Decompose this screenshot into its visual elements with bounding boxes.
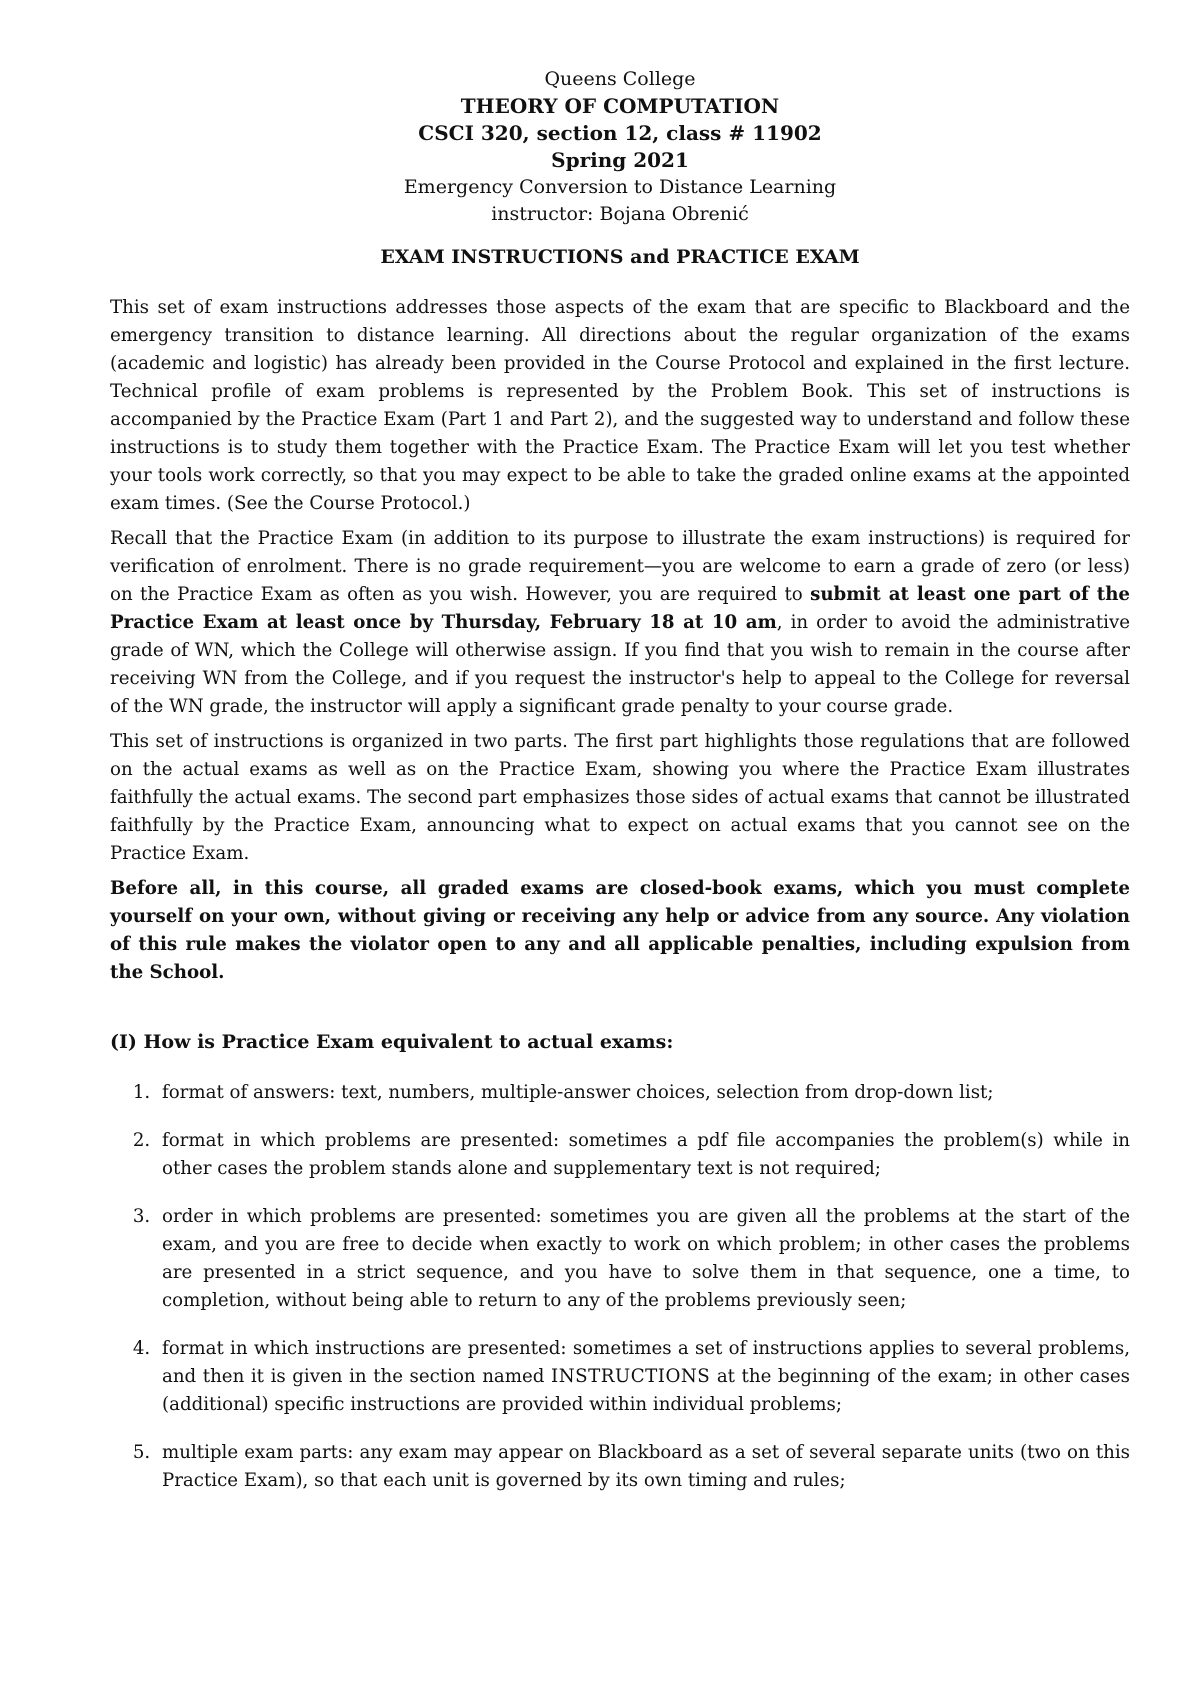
instructions-keyword: INSTRUCTIONS bbox=[551, 1366, 711, 1387]
document-title: EXAM INSTRUCTIONS and PRACTICE EXAM bbox=[380, 246, 860, 268]
document-header bbox=[110, 66, 1130, 228]
course-code: CSCI 320, section 12, class # 11902 bbox=[418, 121, 822, 145]
list-item: 1. format of answers: text, numbers, multiple-answer choices, selection from drop-down list; bbox=[156, 1079, 1130, 1107]
document-page bbox=[110, 66, 1130, 1515]
enrolment-text-start: Recall that the Practice Exam (in addition to its purpose to illustrate the exam instructions) is required for verification of enrolment. There is no grade requirement—you are welcome to earn a grade of zero (or less) on the Practice Exam as often as you wish. However, you are required to bbox=[110, 528, 1130, 605]
list-item bbox=[156, 1335, 1130, 1419]
list-item-text-start: format in which instructions are presented: sometimes a set of instructions applies to several problems, and then it is given in the section named bbox=[162, 1338, 1130, 1387]
term: Spring 2021 bbox=[551, 148, 689, 172]
list-item-text-end: at the beginning of the exam; in other cases (additional) specific instructions are provided within individual problems; bbox=[162, 1366, 1130, 1415]
enrolment-text-end: , in order to avoid the administrative grade of WN, which the College will otherwise assign. If you find that you wish to remain in the course after receiving WN from the College, and if you request the instructor's help to appeal to the College for reversal of the WN grade, the instructor will apply a significant grade penalty to your course grade. bbox=[110, 612, 1130, 717]
section-heading: (I) How is Practice Exam equivalent to actual exams: bbox=[110, 1031, 674, 1053]
list-item: 2. format in which problems are presented: sometimes a pdf file accompanies the problem(s) while in other cases the problem stands alone and supplementary text is not required; bbox=[156, 1127, 1130, 1183]
college-name: Queens College bbox=[544, 68, 696, 90]
enrolment-paragraph bbox=[110, 525, 1130, 721]
organization-paragraph: This set of instructions is organized in two parts. The first part highlights those regulations that are followed on the actual exams as well as on the Practice Exam, showing you where the Practice Exam illustrates faithfully the actual exams. The second part emphasizes those sides of actual exams that cannot be illustrated faithfully by the Practice Exam, announcing what to expect on actual exams that you cannot see on the Practice Exam. bbox=[110, 731, 1130, 864]
course-title: THEORY OF COMPUTATION bbox=[460, 94, 780, 118]
submission-deadline: submit at least one part of the Practice Exam at least once by Thursday, February 18 at 10 am bbox=[110, 584, 1130, 633]
closed-book-warning: Before all, in this course, all graded exams are closed-book exams, which you must complete yourself on your own, without giving or receiving any help or advice from any source. Any violation of this rule makes the violator open to any and all applicable penalties, including expulsion from the School. bbox=[110, 878, 1130, 983]
instructor: instructor: Bojana Obrenić bbox=[491, 203, 749, 225]
equivalence-list bbox=[110, 1079, 1130, 1495]
list-item: 5. multiple exam parts: any exam may appear on Blackboard as a set of several separate units (two on this Practice Exam), so that each unit is governed by its own timing and rules; bbox=[156, 1439, 1130, 1495]
list-item: 3. order in which problems are presented: sometimes you are given all the problems at the start of the exam, and you are free to decide when exactly to work on which problem; in other cases the problems are presented in a strict sequence, and you have to solve them in that sequence, one a time, to completion, without being able to return to any of the problems previously seen; bbox=[156, 1203, 1130, 1315]
intro-paragraph: This set of exam instructions addresses those aspects of the exam that are specific to Blackboard and the emergency transition to distance learning. All directions about the regular organization of the exams (academic and logistic) has already been provided in the Course Protocol and explained in the first lecture. Technical profile of exam problems is represented by the Problem Book. This set of instructions is accompanied by the Practice Exam (Part 1 and Part 2), and the suggested way to understand and follow these instructions is to study them together with the Practice Exam. The Practice Exam will let you test whether your tools work correctly, so that you may expect to be able to take the graded online exams at the appointed exam times. (See the Course Protocol.) bbox=[110, 297, 1130, 514]
course-mode: Emergency Conversion to Distance Learning bbox=[403, 176, 837, 198]
